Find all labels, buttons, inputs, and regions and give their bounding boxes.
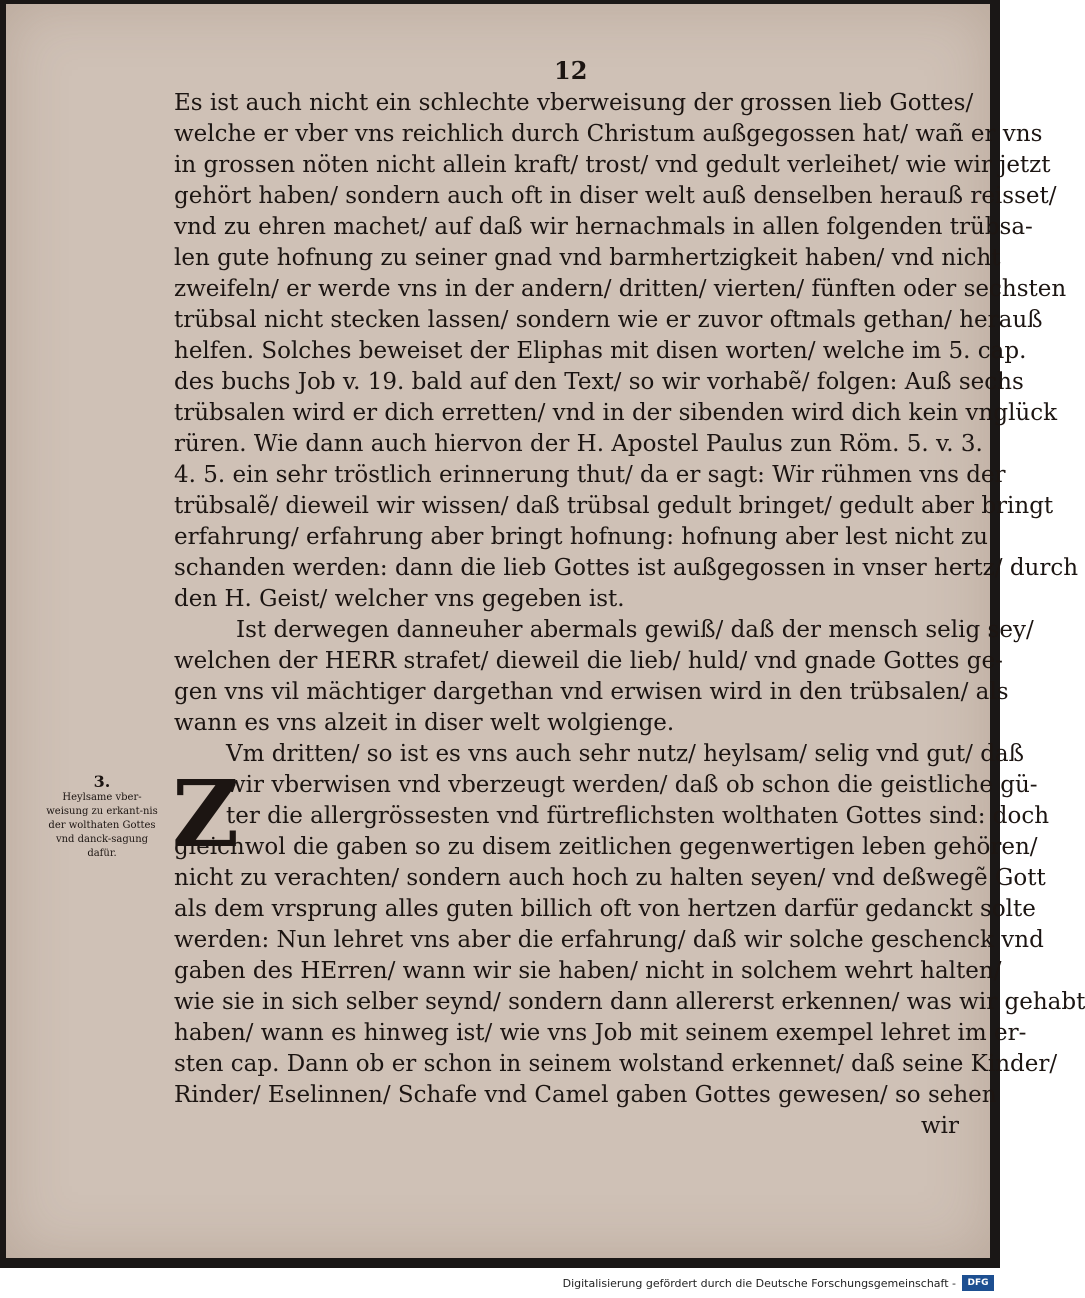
text-line: den H. Geist/ welcher vns gegeben ist.	[174, 586, 625, 612]
text-line: welchen der HERR strafet/ dieweil die lieb/ huld/ vnd gnade Gottes ge-	[174, 648, 1003, 674]
margin-note-number: 3.	[93, 772, 111, 791]
text-line: schanden werden: dann die lieb Gottes ist außgegossen in vnser hertz/ durch	[174, 555, 1079, 581]
text-line: rüren. Wie dann auch hiervon der H. Apostel Paulus zun Röm. 5. v. 3.	[174, 431, 983, 457]
funding-credit: Digitalisierung gefördert durch die Deutsche Forschungsgemeinschaft -	[562, 1277, 956, 1290]
text-line: trübsalẽ/ dieweil wir wissen/ daß trübsal gedult bringet/ gedult aber bringt	[174, 493, 1054, 519]
text-line: helfen. Solches beweiset der Eliphas mit disen worten/ welche im 5. cap.	[174, 338, 1027, 364]
text-line: vnd zu ehren machet/ auf daß wir hernachmals in allen folgenden trübsa-	[174, 214, 1033, 240]
catchword: wir	[920, 1113, 959, 1139]
text-line: zweifeln/ er werde vns in der andern/ dritten/ vierten/ fünften oder sechsten	[174, 276, 1067, 302]
text-line: ter die allergrössesten vnd fürtreflichsten wolthaten Gottes sind: doch	[226, 803, 1050, 829]
margin-note-text: Heylsame vber-weisung zu erkant-nis der wolthaten Gottes vnd danck-sagung dafür.	[46, 792, 158, 859]
page-number: 12	[554, 56, 588, 85]
text-line: in grossen nöten nicht allein kraft/ trost/ vnd gedult verleihet/ wie wir jetzt	[174, 152, 1051, 178]
text-line: len gute hofnung zu seiner gnad vnd barmhertzigkeit haben/ vnd nicht	[174, 245, 1001, 271]
text-line: Vm dritten/ so ist es vns auch sehr nutz/ heylsam/ selig vnd gut/ daß	[226, 741, 1025, 767]
text-line: 4. 5. ein sehr tröstlich erinnerung thut/ da er sagt: Wir rühmen vns der	[174, 462, 1006, 488]
text-line: trübsal nicht stecken lassen/ sondern wie er zuvor oftmals gethan/ herauß	[174, 307, 1043, 333]
text-line: Rinder/ Eselinnen/ Schafe vnd Camel gaben Gottes gewesen/ so sehen	[174, 1082, 997, 1108]
text-line: des buchs Job v. 19. bald auf den Text/ so wir vorhabẽ/ folgen: Auß sechs	[174, 369, 1024, 395]
text-line: als dem vrsprung alles guten billich oft von hertzen darfür gedanckt solte	[174, 896, 1036, 922]
text-line: haben/ wann es hinweg ist/ wie vns Job mit seinem exempel lehret im er-	[174, 1020, 1027, 1046]
text-line: trübsalen wird er dich erretten/ vnd in der sibenden wird dich kein vnglück	[174, 400, 1058, 426]
text-line: Es ist auch nicht ein schlechte vberweisung der grossen lieb Gottes/	[174, 90, 974, 116]
text-line: Ist derwegen danneuher abermals gewiß/ daß der mensch selig sey/	[236, 617, 1034, 643]
page-body	[174, 88, 1085, 1142]
text-line: wann es vns alzeit in diser welt wolgienge.	[174, 710, 675, 736]
text-line: gleichwol die gaben so zu disem zeitlichen gegenwertigen leben gehören/	[174, 834, 1038, 860]
text-line: gen vns vil mächtiger dargethan vnd erwisen wird in den trübsalen/ als	[174, 679, 1009, 705]
text-line: wir vberwisen vnd vberzeugt werden/ daß ob schon die geistliche gü-	[226, 772, 1038, 798]
text-line: wie sie in sich selber seynd/ sondern dann allererst erkennen/ was wir gehabt	[174, 989, 1085, 1015]
text-line: nicht zu verachten/ sondern auch hoch zu halten seyen/ vnd deßwegẽ Gott	[174, 865, 1046, 891]
text-line: werden: Nun lehret vns aber die erfahrung/ daß wir solche geschenck vnd	[174, 927, 1044, 953]
text-line: gaben des HErren/ wann wir sie haben/ nicht in solchem wehrt halten/	[174, 958, 1002, 984]
text-line: sten cap. Dann ob er schon in seinem wolstand erkennet/ daß seine Kinder/	[174, 1051, 1058, 1077]
drop-cap: Z	[172, 760, 240, 868]
text-line: erfahrung/ erfahrung aber bringt hofnung: hofnung aber lest nicht zu	[174, 524, 988, 550]
text-line: welche er vber vns reichlich durch Christum außgegossen hat/ wañ er vns	[174, 121, 1043, 147]
text-line: gehört haben/ sondern auch oft in diser welt auß denselben herauß reisset/	[174, 183, 1057, 209]
margin-note	[46, 772, 158, 861]
dfg-logo: DFG	[962, 1275, 994, 1291]
